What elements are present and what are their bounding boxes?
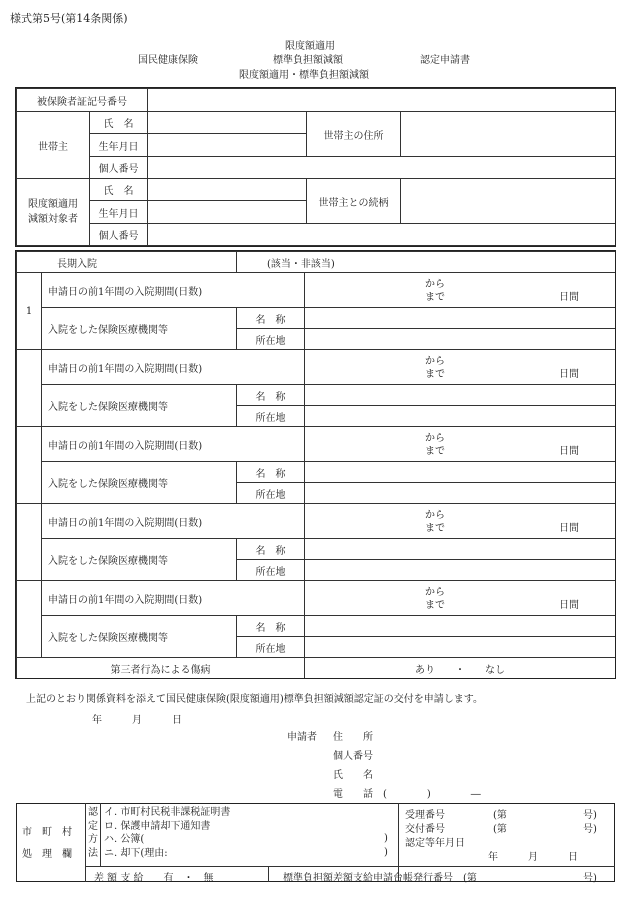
approval-date-label: 認定等年月日 <box>405 838 465 849</box>
stay-row-number <box>17 581 42 658</box>
days-label: 日間 <box>559 523 580 534</box>
hospital-address-field[interactable] <box>305 329 616 350</box>
hospital-name-field[interactable] <box>305 462 616 483</box>
applicant-address-label: 住 所 <box>333 732 373 743</box>
issue-go: 号) <box>583 824 597 835</box>
hospital-address-field[interactable] <box>305 483 616 504</box>
approval-date-ymd: 年 月 日 <box>488 852 578 863</box>
stay-period-field[interactable] <box>305 504 616 539</box>
hospital-stay-block <box>16 426 616 504</box>
application-statement: 上記のとおり関係資料を添えて国民健康保険(限度額適用)標準負担額減額認定証の交付を申請します。 <box>26 694 484 705</box>
applicant-label: 申請者 <box>287 732 317 743</box>
long-stay-option[interactable]: (該当・非該当) <box>237 252 616 273</box>
long-stay-label: 長期入院 <box>17 252 237 273</box>
householder-name-field[interactable] <box>148 112 307 134</box>
hospital-address-label: 所在地 <box>237 560 305 581</box>
hospital-name-field[interactable] <box>305 539 616 560</box>
householder-label: 世帯主 <box>17 112 90 179</box>
householder-birthdate-field[interactable] <box>148 134 307 157</box>
hospitalization-table <box>16 251 616 273</box>
from-label: から <box>425 510 446 521</box>
third-party-option[interactable]: あり ・ なし <box>305 658 616 679</box>
target-name-label: 氏 名 <box>90 179 148 201</box>
method-items: イ. 市町村民税非課税証明書 ロ. 保護申請却下通知書 ハ. 公簿( ニ. 却下(理由: <box>104 807 231 859</box>
hospital-name-label: 名 称 <box>237 462 305 483</box>
insured-id-field[interactable] <box>148 89 616 112</box>
relation-label: 世帯主との続柄 <box>307 179 401 224</box>
form-number: 様式第5号(第14条関係) <box>10 12 128 25</box>
method-column: 認 定 方 法 <box>88 807 98 859</box>
stay-period-label: 申請日の前1年間の入院期間(日数) <box>42 273 305 308</box>
hospital-label: 入院をした保険医療機関等 <box>42 385 237 427</box>
third-party-table <box>16 657 616 679</box>
hospital-name-field[interactable] <box>305 385 616 406</box>
householder-address-label: 世帯主の住所 <box>307 112 401 157</box>
to-label: まで <box>425 600 446 611</box>
target-birthdate-label: 生年月日 <box>90 201 148 224</box>
stay-period-field[interactable] <box>305 273 616 308</box>
hospital-label: 入院をした保険医療機関等 <box>42 616 237 658</box>
target-personal-no-field[interactable] <box>148 224 616 246</box>
relation-field[interactable] <box>401 179 616 224</box>
days-label: 日間 <box>559 446 580 457</box>
hospital-label: 入院をした保険医療機関等 <box>42 308 237 350</box>
office-divider-1 <box>85 803 86 882</box>
hospital-address-field[interactable] <box>305 637 616 658</box>
issue-number-label: 交付番号 <box>405 824 445 835</box>
issue-dai: (第 <box>493 824 507 835</box>
office-hline <box>85 866 615 867</box>
title-option-1: 限度額適用 <box>285 41 335 52</box>
title-option-3: 限度額適用・標準負担額減額 <box>239 70 369 81</box>
stay-row-number <box>17 504 42 581</box>
hospital-name-label: 名 称 <box>237 539 305 560</box>
stay-row-number: 1 <box>17 273 42 350</box>
stay-row-number <box>17 350 42 427</box>
days-label: 日間 <box>559 369 580 380</box>
from-label: から <box>425 587 446 598</box>
stay-period-field[interactable] <box>305 350 616 385</box>
office-divider-4 <box>268 866 269 882</box>
hospital-stay-block <box>16 349 616 427</box>
hospital-name-label: 名 称 <box>237 385 305 406</box>
stay-period-field[interactable] <box>305 427 616 462</box>
from-label: から <box>425 433 446 444</box>
ledger-go: 号) <box>583 873 597 884</box>
office-divider-2 <box>100 803 101 866</box>
applicant-phone-label: 電 話 ( ) ― <box>333 789 481 800</box>
to-label: まで <box>425 523 446 534</box>
title-right: 認定申請書 <box>420 55 470 66</box>
hospital-stay-block <box>16 503 616 581</box>
insured-id-label: 被保険者証記号番号 <box>17 89 148 112</box>
target-personal-no-label: 個人番号 <box>90 224 148 246</box>
stay-period-label: 申請日の前1年間の入院期間(日数) <box>42 350 305 385</box>
close-paren-1: ) <box>384 833 388 844</box>
office-section-label: 市 町 村 処 理 欄 <box>22 827 72 860</box>
householder-personal-no-label: 個人番号 <box>90 157 148 179</box>
ledger-number-label: 標準負担額差額支給申請台帳発行番号 (第 <box>283 873 477 884</box>
difference-payment[interactable]: 差 額 支 給 有 ・ 無 <box>94 873 214 884</box>
stay-row-number <box>17 427 42 504</box>
hospital-address-label: 所在地 <box>237 637 305 658</box>
close-paren-2: ) <box>384 847 388 858</box>
to-label: まで <box>425 446 446 457</box>
hospital-label: 入院をした保険医療機関等 <box>42 539 237 581</box>
stay-period-field[interactable] <box>305 581 616 616</box>
householder-address-field[interactable] <box>401 112 616 157</box>
hospital-address-label: 所在地 <box>237 406 305 427</box>
householder-personal-no-field[interactable] <box>148 157 616 179</box>
applicant-personal-no-label: 個人番号 <box>333 751 373 762</box>
householder-name-label: 氏 名 <box>90 112 148 134</box>
stay-period-label: 申請日の前1年間の入院期間(日数) <box>42 504 305 539</box>
receipt-go: 号) <box>583 810 597 821</box>
householder-birthdate-label: 生年月日 <box>90 134 148 157</box>
hospital-address-label: 所在地 <box>237 483 305 504</box>
days-label: 日間 <box>559 292 580 303</box>
stay-period-label: 申請日の前1年間の入院期間(日数) <box>42 581 305 616</box>
target-birthdate-field[interactable] <box>148 201 307 224</box>
hospital-address-field[interactable] <box>305 560 616 581</box>
hospital-address-field[interactable] <box>305 406 616 427</box>
applicant-name-label: 氏 名 <box>333 770 373 781</box>
third-party-label: 第三者行為による傷病 <box>17 658 305 679</box>
applicant-info-table <box>16 88 616 246</box>
days-label: 日間 <box>559 600 580 611</box>
title-option-2: 標準負担額減額 <box>273 55 343 66</box>
title-left: 国民健康保険 <box>138 55 198 66</box>
hospital-name-field[interactable] <box>305 616 616 637</box>
receipt-number-label: 受理番号 <box>405 810 445 821</box>
stay-period-label: 申請日の前1年間の入院期間(日数) <box>42 427 305 462</box>
hospital-label: 入院をした保険医療機関等 <box>42 462 237 504</box>
to-label: まで <box>425 292 446 303</box>
hospital-stay-block <box>16 580 616 658</box>
application-date: 年 月 日 <box>92 715 182 726</box>
receipt-dai: (第 <box>493 810 507 821</box>
from-label: から <box>425 356 446 367</box>
from-label: から <box>425 279 446 290</box>
hospital-name-label: 名 称 <box>237 308 305 329</box>
hospital-name-field[interactable] <box>305 308 616 329</box>
target-person-label: 限度額適用 減額対象者 <box>17 179 90 246</box>
hospital-name-label: 名 称 <box>237 616 305 637</box>
target-name-field[interactable] <box>148 179 307 201</box>
hospital-stay-block <box>16 272 616 350</box>
to-label: まで <box>425 369 446 380</box>
hospital-address-label: 所在地 <box>237 329 305 350</box>
